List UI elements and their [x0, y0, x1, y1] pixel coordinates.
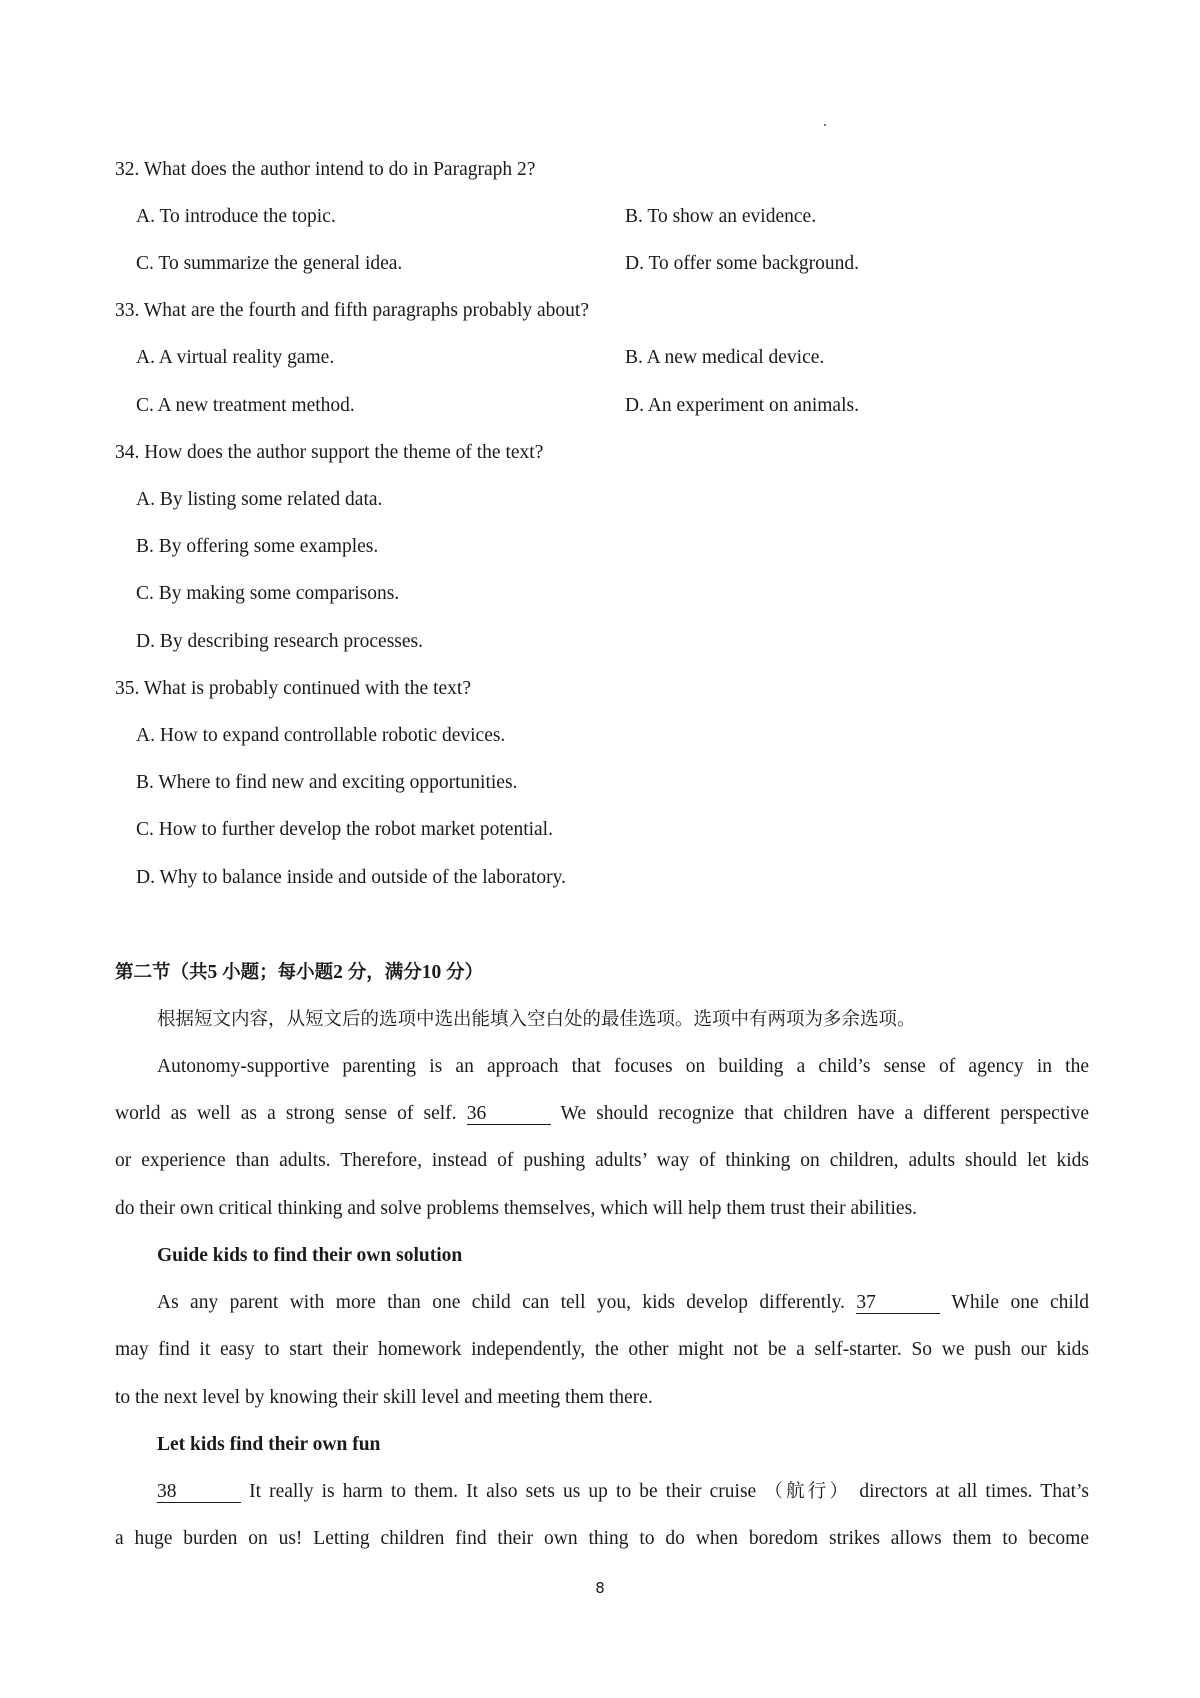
- question-33-option-d: D. An experiment on animals.: [625, 395, 859, 416]
- page-number: 8: [595, 1579, 605, 1597]
- question-34-stem: 34. How does the author support the theme of the text?: [115, 442, 544, 463]
- section-instruction: 根据短文内容，从短文后的选项中选出能填入空白处的最佳选项。选项中有两项为多余选项。: [157, 1009, 916, 1030]
- passage-line: As any parent with more than one child can tell you, kids develop differently. 37 While one child: [157, 1292, 1089, 1313]
- blank-38[interactable]: 38: [157, 1482, 241, 1503]
- question-34-option-a: A. By listing some related data.: [136, 489, 383, 510]
- passage-line: do their own critical thinking and solve problems themselves, which will help them trust their abilities.: [115, 1198, 918, 1219]
- question-34-option-b: B. By offering some examples.: [136, 536, 379, 557]
- question-33-option-c: C. A new treatment method.: [136, 395, 355, 416]
- passage-line: to the next level by knowing their skill level and meeting them there.: [115, 1387, 653, 1408]
- question-35-stem: 35. What is probably continued with the text?: [115, 678, 471, 699]
- question-35-option-d: D. Why to balance inside and outside of the laboratory.: [136, 867, 566, 888]
- question-35-option-c: C. How to further develop the robot market potential.: [136, 819, 553, 840]
- question-34-option-c: C. By making some comparisons.: [136, 583, 400, 604]
- section-title: 第二节（共5 小题；每小题2 分，满分10 分）: [115, 962, 484, 983]
- question-34-option-d: D. By describing research processes.: [136, 631, 423, 652]
- passage-line: or experience than adults. Therefore, instead of pushing adults’ way of thinking on children, adults should let kids: [115, 1150, 1089, 1171]
- blank-37[interactable]: 37: [856, 1293, 940, 1314]
- blank-36[interactable]: 36: [467, 1104, 551, 1125]
- subheading-guide-kids: Guide kids to find their own solution: [157, 1245, 463, 1266]
- subheading-let-kids: Let kids find their own fun: [157, 1434, 381, 1455]
- question-32-option-b: B. To show an evidence.: [625, 206, 817, 227]
- passage-line: 38 It really is harm to them. It also sets us up to be their cruise （航行） directors at all times. That’s: [157, 1481, 1090, 1502]
- question-32-stem: 32. What does the author intend to do in Paragraph 2?: [115, 159, 536, 180]
- passage-line: may find it easy to start their homework independently, the other might not be a self-starter. So we push our kids: [115, 1339, 1089, 1360]
- question-33-option-b: B. A new medical device.: [625, 347, 825, 368]
- stray-mark: [824, 124, 826, 126]
- question-35-option-b: B. Where to find new and exciting opportunities.: [136, 772, 518, 793]
- question-32-option-a: A. To introduce the topic.: [136, 206, 336, 227]
- passage-line: Autonomy-supportive parenting is an approach that focuses on building a child’s sense of agency in the: [157, 1056, 1089, 1077]
- question-35-option-a: A. How to expand controllable robotic devices.: [136, 725, 506, 746]
- passage-line: world as well as a strong sense of self. 36 We should recognize that children have a different perspective: [115, 1103, 1089, 1124]
- question-33-stem: 33. What are the fourth and fifth paragraphs probably about?: [115, 300, 589, 321]
- question-32-option-d: D. To offer some background.: [625, 253, 860, 274]
- question-32-option-c: C. To summarize the general idea.: [136, 253, 403, 274]
- passage-line: a huge burden on us! Letting children find their own thing to do when boredom strikes allows them to become: [115, 1528, 1089, 1549]
- question-33-option-a: A. A virtual reality game.: [136, 347, 335, 368]
